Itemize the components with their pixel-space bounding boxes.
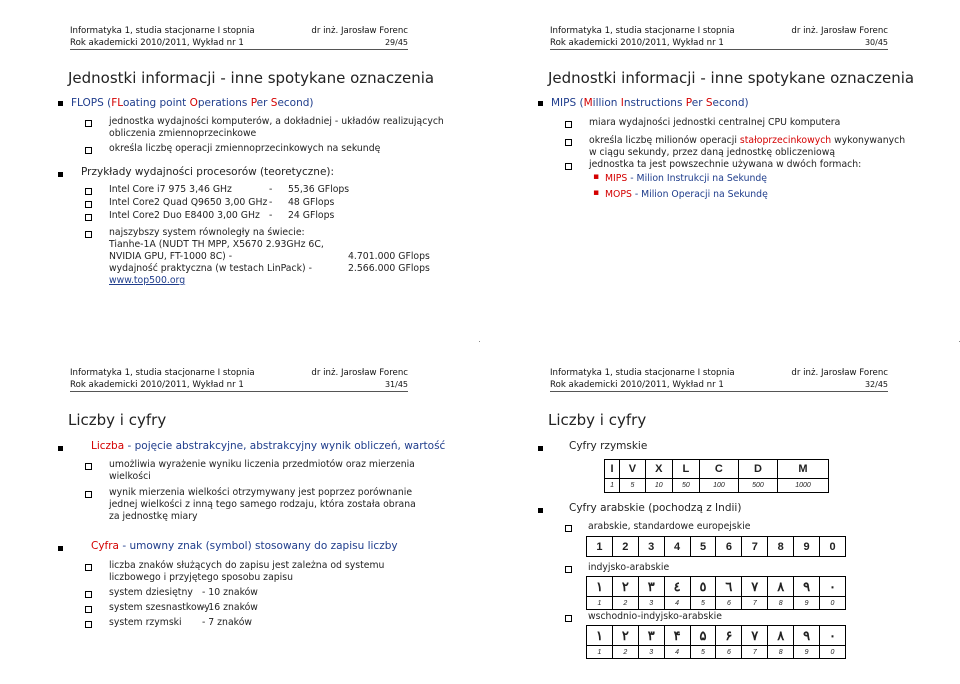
hollow-bullet-icon [85,564,92,571]
system-name: system szesnastkowy [109,602,210,613]
arabic-label: arabskie, standardowe europejskie [588,521,751,532]
digit-value: 7 [742,597,768,610]
cpu-value: 55,36 GFlops [288,184,350,195]
digit-value: 6 [716,597,742,610]
roman-numeral: D [738,460,777,479]
digit-value: 1 [587,597,613,610]
cyfra-definition: Cyfra - umowny znak (symbol) stosowany do zapisu liczby [91,540,398,552]
form-item: MIPS - Milion Instrukcji na Sekundę [605,173,767,184]
cpu-value: 24 GFlops [288,210,335,221]
roman-value: 5 [620,479,646,493]
list-item: określa liczbę operacji zmiennoprzecinkowych na sekundę [109,143,381,154]
indic-digit: ١ [587,577,613,597]
course-name: Informatyka 1, studia stacjonarne I stopnia [550,26,735,36]
arabic-heading: Cyfry arabskie (pochodzą z Indii) [569,502,742,514]
digit: 7 [742,537,768,557]
slide-30 [480,0,959,342]
slide-title: Jednostki informacji - inne spotykane oznaczenia [68,69,435,87]
digit-value: 2 [612,646,638,659]
hollow-bullet-icon [85,591,92,598]
digit-value: 0 [820,597,846,610]
system-name: system rzymski [109,617,182,628]
eastern-digit: ٠ [820,626,846,646]
dash: - [269,210,273,221]
digit: 2 [612,537,638,557]
slide-title: Jednostki informacji - inne spotykane oznaczenia [548,69,915,87]
cpu-name: Intel Core i7 975 3,46 GHz [109,184,232,195]
digit: 4 [664,537,690,557]
list-item: określa liczbę milionów operacji stałoprzecinkowych wykonywanych w ciągu sekundy, przez daną jednostkę obliczeniową [589,135,906,158]
top500-link[interactable]: www.top500.org [109,275,186,286]
hollow-bullet-icon [85,606,92,613]
hollow-bullet-icon [565,121,572,128]
digit: 3 [638,537,664,557]
digit: 8 [768,537,794,557]
roman-numeral: M [777,460,828,479]
slide-header [550,367,888,391]
eastern-table [586,625,846,659]
red-square-bullet-icon: ▪ [593,188,600,198]
slide-32 [480,342,959,684]
hollow-bullet-icon [85,201,92,208]
roman-value: 100 [699,479,738,493]
eastern-digit: ۶ [716,626,742,646]
header-rule [550,49,888,50]
square-bullet-icon [538,508,543,513]
slide-title: Liczby i cyfry [548,411,647,429]
digit: 0 [820,537,846,557]
list-item: miara wydajności jednostki centralnej CPU komputera [589,117,841,128]
slide-header [70,25,408,49]
roman-numeral: I [605,460,620,479]
system-value: - 7 znaków [202,617,252,628]
flops-heading: FLOPS (FLoating point Operations Per Second) [71,97,314,109]
indic-digit: ٣ [638,577,664,597]
square-bullet-icon [58,446,63,451]
hollow-bullet-icon [565,525,572,532]
indic-digit: ٢ [612,577,638,597]
indic-label: indyjsko-arabskie [588,562,670,573]
hollow-bullet-icon [85,463,92,470]
mips-heading: MIPS (Million Instructions Per Second) [551,97,749,109]
list-item: liczba znaków służących do zapisu jest zależna od systemu liczbowego i przyjętego sposobu zapisu [109,560,385,583]
slide-header [70,367,408,391]
digit: 9 [794,537,820,557]
indic-digit: ٧ [742,577,768,597]
cpu-value: 48 GFlops [288,197,335,208]
form-item: MOPS - Milion Operacji na Sekundę [605,189,768,200]
list-item: jednostka wydajności komputerów, a dokładniej - układów realizujących obliczenia zmiennoprzecinkowe [109,116,444,139]
eastern-digit: ٨ [768,626,794,646]
dash: - [269,184,273,195]
roman-numeral: X [645,460,672,479]
roman-numeral: V [620,460,646,479]
academic-year: Rok akademicki 2010/2011, Wykład nr 1 [70,38,244,48]
indic-digit: ٦ [716,577,742,597]
dash: - [269,197,273,208]
arabic-table [586,536,846,557]
slide-31 [0,342,479,684]
academic-year: Rok akademicki 2010/2011, Wykład nr 1 [70,380,244,390]
digit-value: 6 [716,646,742,659]
academic-year: Rok akademicki 2010/2011, Wykład nr 1 [550,38,724,48]
hollow-bullet-icon [85,188,92,195]
hollow-bullet-icon [565,615,572,622]
indic-table [586,576,846,610]
digit-value: 9 [794,597,820,610]
course-name: Informatyka 1, studia stacjonarne I stopnia [70,26,255,36]
digit-value: 5 [690,646,716,659]
square-bullet-icon [58,546,63,551]
roman-table [604,459,829,493]
author: dr inż. Jarosław Forenc [791,26,888,36]
digit-value: 9 [794,646,820,659]
square-bullet-icon [58,172,63,177]
course-name: Informatyka 1, studia stacjonarne I stopnia [550,368,735,378]
hollow-bullet-icon [85,214,92,221]
course-name: Informatyka 1, studia stacjonarne I stopnia [70,368,255,378]
liczba-definition: Liczba - pojęcie abstrakcyjne, abstrakcyjny wynik obliczeń, wartość [91,440,446,452]
digit-value: 8 [768,646,794,659]
hollow-bullet-icon [85,147,92,154]
fastest-system-text: najszybszy system równoległy na świecie: Tianhe-1A (NUDT TH MPP, X5670 2.93GHz 6C, NVIDIA GPU, FT-1000 8C) - wydajność praktyczna (w testach LinPack) - www.top500.org [109,227,324,286]
square-bullet-icon [538,446,543,451]
roman-value: 1000 [777,479,828,493]
header-rule [550,391,888,392]
digit-value: 7 [742,646,768,659]
list-item: jednostka ta jest powszechnie używana w dwóch formach: [589,159,862,170]
eastern-digit: ۴ [664,626,690,646]
digit-value: 0 [820,646,846,659]
eastern-digit: ٢ [612,626,638,646]
hollow-bullet-icon [85,621,92,628]
roman-value: 1 [605,479,620,493]
roman-value: 50 [672,479,699,493]
academic-year: Rok akademicki 2010/2011, Wykład nr 1 [550,380,724,390]
header-rule [70,49,408,50]
header-rule [70,391,408,392]
cpu-name: Intel Core2 Duo E8400 3,00 GHz [109,210,260,221]
hollow-bullet-icon [85,231,92,238]
indic-digit: ٤ [664,577,690,597]
eastern-digit: ١ [587,626,613,646]
hollow-bullet-icon [85,491,92,498]
roman-value: 10 [645,479,672,493]
digit: 5 [690,537,716,557]
hollow-bullet-icon [85,120,92,127]
eastern-digit: ٣ [638,626,664,646]
digit-value: 5 [690,597,716,610]
digit: 1 [587,537,613,557]
digit-value: 1 [587,646,613,659]
indic-digit: ٨ [768,577,794,597]
digit-value: 4 [664,646,690,659]
eastern-digit: ٧ [742,626,768,646]
eastern-digit: ٩ [794,626,820,646]
roman-heading: Cyfry rzymskie [569,440,648,452]
digit-value: 4 [664,597,690,610]
system-value: - 10 znaków [202,587,258,598]
system-name: system dziesiętny [109,587,193,598]
page-number: 32/45 [864,380,888,389]
examples-heading: Przykłady wydajności procesorów (teoretyczne): [81,166,335,178]
roman-numeral: L [672,460,699,479]
slide-title: Liczby i cyfry [68,411,167,429]
page-number: 29/45 [384,38,408,47]
system-value: - 16 znaków [202,602,258,613]
hollow-bullet-icon [565,139,572,146]
digit-value: 3 [638,597,664,610]
eastern-label: wschodnio-indyjsko-arabskie [588,611,722,622]
red-square-bullet-icon: ▪ [593,172,600,182]
digit: 6 [716,537,742,557]
list-item: umożliwia wyrażenie wyniku liczenia przedmiotów oraz mierzenia wielkości [109,459,415,482]
roman-value: 500 [738,479,777,493]
cpu-name: Intel Core2 Quad Q9650 3,00 GHz [109,197,268,208]
author: dr inż. Jarosław Forenc [311,368,408,378]
digit-value: 3 [638,646,664,659]
indic-digit: ٥ [690,577,716,597]
digit-value: 2 [612,597,638,610]
author: dr inż. Jarosław Forenc [311,26,408,36]
author: dr inż. Jarosław Forenc [791,368,888,378]
page-number: 31/45 [384,380,408,389]
slide-29 [0,0,479,342]
indic-digit: ٩ [794,577,820,597]
roman-numeral: C [699,460,738,479]
fastest-values: 4.701.000 GFlops 2.566.000 GFlops [348,251,430,274]
digit-value: 8 [768,597,794,610]
list-item: wynik mierzenia wielkości otrzymywany jest poprzez porównanie jednej wielkości z inną tego samego rodzaju, która została obrana za jednostkę miary [109,487,416,522]
page-number: 30/45 [864,38,888,47]
eastern-digit: ۵ [690,626,716,646]
square-bullet-icon [538,101,543,106]
hollow-bullet-icon [565,566,572,573]
square-bullet-icon [58,101,63,106]
slide-header [550,25,888,49]
hollow-bullet-icon [565,163,572,170]
indic-digit: ٠ [820,577,846,597]
